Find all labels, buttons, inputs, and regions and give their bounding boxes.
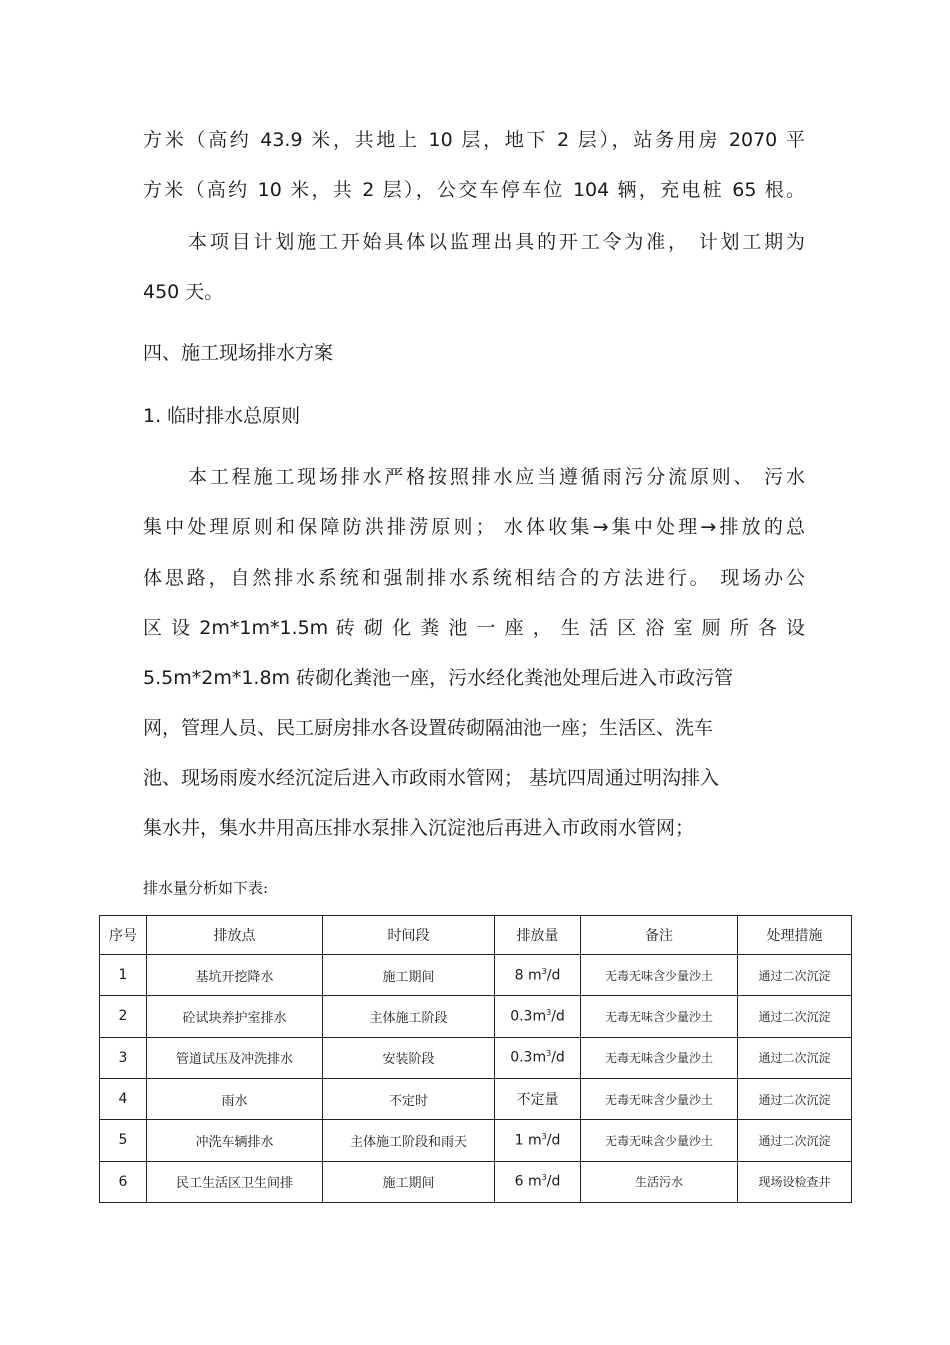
table-row bbox=[100, 955, 852, 996]
body-line: 方米（高约 43.9 米，共地上 10 层，地下 2 层），站务用房 2070 平 bbox=[143, 129, 805, 151]
header-measure: 处理措施 bbox=[738, 916, 852, 955]
cell-note: 无毒无味含少量沙土 bbox=[581, 955, 738, 996]
cell-amount bbox=[495, 1161, 581, 1202]
body-line: 450 天。 bbox=[143, 281, 224, 303]
body-line: 方米（高约 10 米，共 2 层），公交车停车位 104 辆，充电桩 65 根。 bbox=[143, 179, 805, 201]
table-header-row bbox=[100, 916, 852, 955]
cell-point: 雨水 bbox=[147, 1078, 323, 1119]
cell-amount bbox=[495, 1037, 581, 1078]
cell-no: 5 bbox=[100, 1120, 147, 1161]
amount-value: 不定量 bbox=[516, 1092, 559, 1109]
body-line: 体思路，自然排水系统和强制排水系统相结合的方法进行。 现场办公 bbox=[143, 567, 805, 589]
unit-suffix: /d bbox=[546, 967, 561, 984]
cell-note: 无毒无味含少量沙土 bbox=[581, 996, 738, 1037]
body-line: 集水井，集水井用高压排水泵排入沉淀池后再进入市政雨水管网； bbox=[143, 817, 695, 839]
cell-amount bbox=[495, 1120, 581, 1161]
subsection-heading: 1. 临时排水总原则 bbox=[143, 405, 301, 427]
amount-value: 0.3m bbox=[510, 1008, 547, 1025]
cell-note: 无毒无味含少量沙土 bbox=[581, 1037, 738, 1078]
body-line: 本项目计划施工开始具体以监理出具的开工令为准， 计划工期为 bbox=[188, 231, 805, 253]
table-row bbox=[100, 1120, 852, 1161]
cell-point: 基坑开挖降水 bbox=[147, 955, 323, 996]
cell-amount bbox=[495, 1078, 581, 1119]
unit-superscript: 3 bbox=[541, 1173, 547, 1183]
cell-point: 民工生活区卫生间排 bbox=[147, 1161, 323, 1202]
header-no: 序号 bbox=[100, 916, 147, 955]
table-caption: 排水量分析如下表: bbox=[143, 879, 269, 897]
header-amount: 排放量 bbox=[495, 916, 581, 955]
header-note: 备注 bbox=[581, 916, 738, 955]
unit-suffix: /d bbox=[551, 1050, 565, 1067]
body-line: 池、现场雨废水经沉淀后进入市政雨水管网； 基坑四周通过明沟排入 bbox=[143, 767, 720, 789]
cell-note: 生活污水 bbox=[581, 1161, 738, 1202]
unit-superscript: 3 bbox=[546, 1008, 552, 1018]
body-line: 网，管理人员、民工厨房排水各设置砖砌隔油池一座；生活区、洗车 bbox=[143, 717, 714, 739]
table-row bbox=[100, 1161, 852, 1202]
cell-period: 施工期间 bbox=[323, 955, 495, 996]
unit-suffix: /d bbox=[546, 1174, 561, 1191]
unit-suffix: /d bbox=[551, 1008, 565, 1025]
unit-superscript: 3 bbox=[546, 1049, 552, 1059]
cell-amount bbox=[495, 996, 581, 1037]
cell-measure: 现场设检查井 bbox=[738, 1161, 852, 1202]
drainage-table bbox=[99, 915, 852, 1203]
cell-no: 2 bbox=[100, 996, 147, 1037]
body-line: 本工程施工现场排水严格按照排水应当遵循雨污分流原则、 污水 bbox=[188, 466, 805, 488]
amount-value: 8 m bbox=[514, 967, 542, 984]
cell-point: 管道试压及冲洗排水 bbox=[147, 1037, 323, 1078]
body-line: 集中处理原则和保障防洪排涝原则； 水体收集→集中处理→排放的总 bbox=[143, 516, 805, 538]
cell-no: 1 bbox=[100, 955, 147, 996]
cell-point: 砼试块养护室排水 bbox=[147, 996, 323, 1037]
unit-superscript: 3 bbox=[541, 966, 547, 976]
header-period: 时间段 bbox=[323, 916, 495, 955]
cell-note: 无毒无味含少量沙土 bbox=[581, 1120, 738, 1161]
table-row bbox=[100, 1037, 852, 1078]
cell-measure: 通过二次沉淀 bbox=[738, 1120, 852, 1161]
header-point: 排放点 bbox=[147, 916, 323, 955]
section-heading: 四、施工现场排水方案 bbox=[143, 342, 334, 364]
amount-value: 1 m bbox=[514, 1132, 542, 1149]
cell-no: 3 bbox=[100, 1037, 147, 1078]
cell-period: 安装阶段 bbox=[323, 1037, 495, 1078]
body-line: 5.5m*2m*1.8m 砖砌化粪池一座，污水经化粪池处理后进入市政污管 bbox=[143, 667, 734, 689]
table-row bbox=[100, 1078, 852, 1119]
body-line: 区 设 2m*1m*1.5m 砖 砌 化 粪 池 一 座 ， 生 活 区 浴 室 厕 所 各 设 bbox=[143, 617, 805, 639]
cell-amount bbox=[495, 955, 581, 996]
table-row bbox=[100, 996, 852, 1037]
amount-value: 0.3m bbox=[510, 1050, 547, 1067]
amount-value: 6 m bbox=[514, 1174, 542, 1191]
cell-point: 冲洗车辆排水 bbox=[147, 1120, 323, 1161]
cell-period: 不定时 bbox=[323, 1078, 495, 1119]
cell-measure: 通过二次沉淀 bbox=[738, 1037, 852, 1078]
cell-note: 无毒无味含少量沙土 bbox=[581, 1078, 738, 1119]
cell-measure: 通过二次沉淀 bbox=[738, 1078, 852, 1119]
unit-suffix: /d bbox=[546, 1132, 561, 1149]
cell-no: 4 bbox=[100, 1078, 147, 1119]
cell-period: 主体施工阶段 bbox=[323, 996, 495, 1037]
cell-no: 6 bbox=[100, 1161, 147, 1202]
cell-measure: 通过二次沉淀 bbox=[738, 955, 852, 996]
cell-measure: 通过二次沉淀 bbox=[738, 996, 852, 1037]
cell-period: 主体施工阶段和雨天 bbox=[323, 1120, 495, 1161]
unit-superscript: 3 bbox=[541, 1132, 547, 1142]
cell-period: 施工期间 bbox=[323, 1161, 495, 1202]
